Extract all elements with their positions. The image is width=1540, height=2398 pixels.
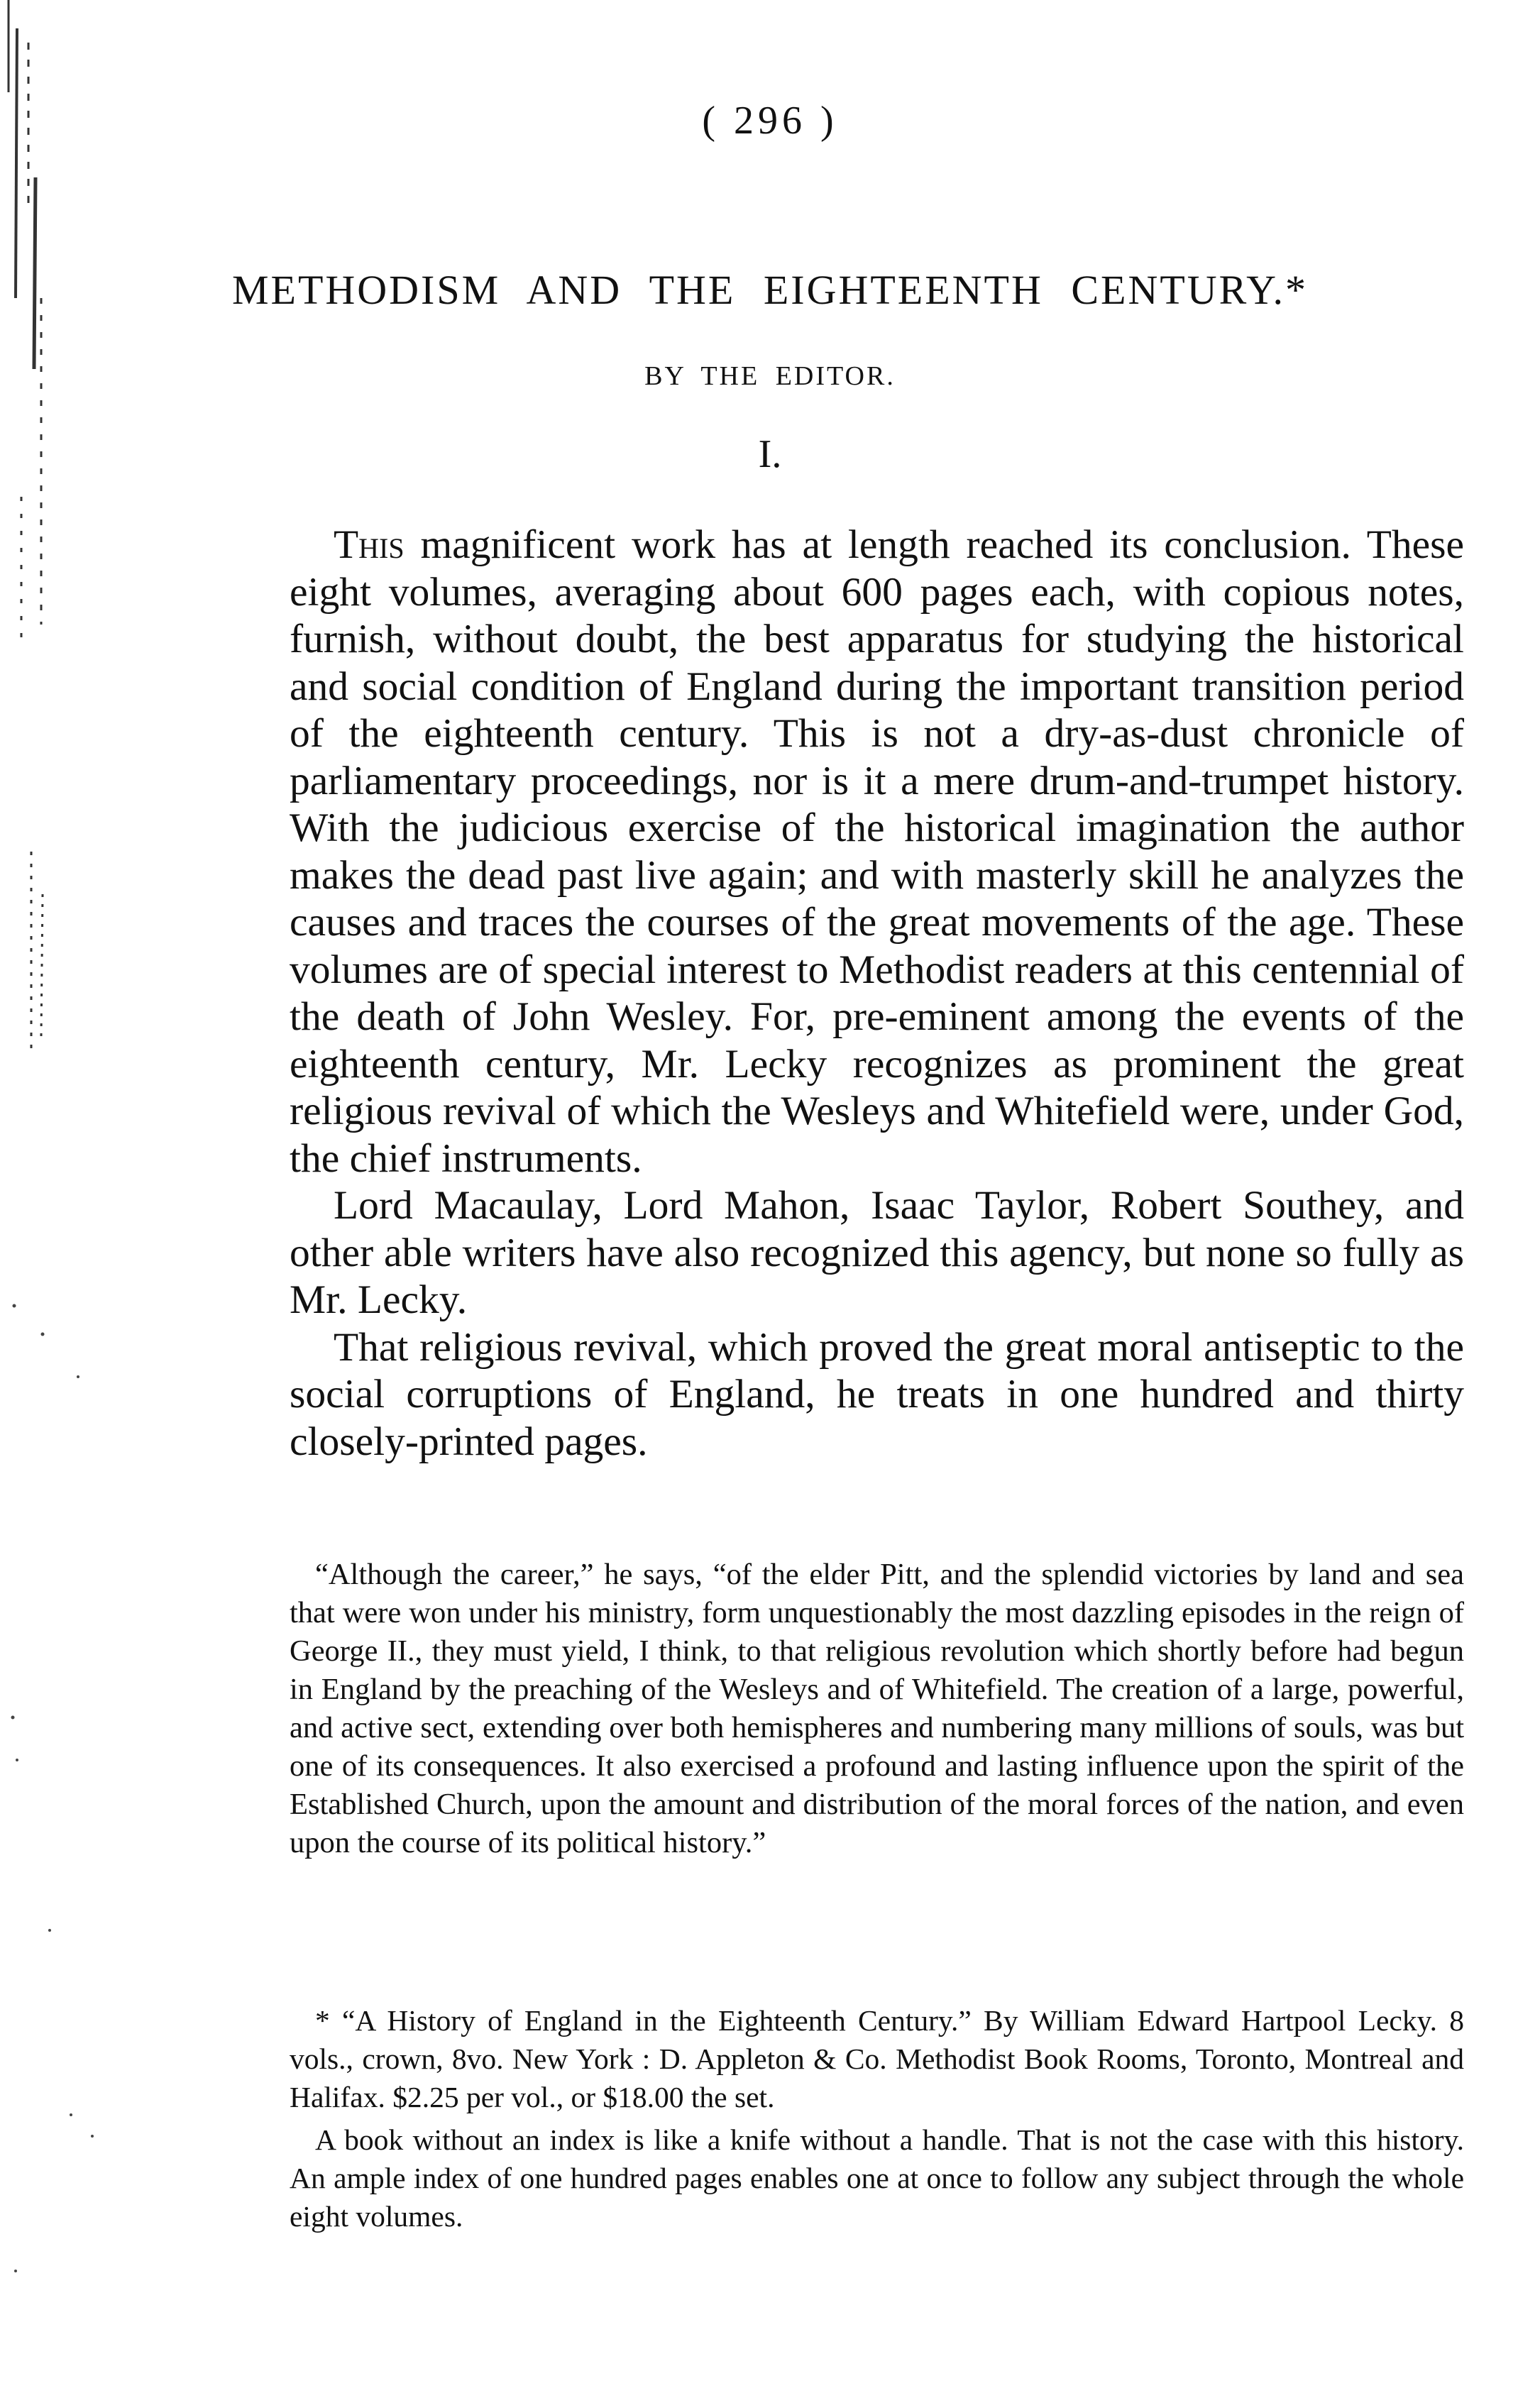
footnotes	[290, 2001, 1464, 2235]
body-paragraph: That religious revival, which proved the great moral antiseptic to the social corruptions of England, he treats in one hundred and thirty closely-printed pages.	[290, 1324, 1464, 1464]
page-number: ( 296 )	[702, 99, 838, 143]
body-paragraph	[290, 522, 1464, 1182]
quote-paragraph: “Although the career,” he says, “of the elder Pitt, and the splendid victories by land and sea that were won under his ministry, form unquestionably the most dazzling episodes in the reign of George II., they must yield, I think, to that religious revolution which shortly before had begun in England by the preaching of the Wesleys and of Whitefield. The creation of a large, powerful, and active sect, extending over both hemispheres and numbering many millions of souls, was but one of its consequences. It also exercised a profound and lasting influence upon the spirit of the Established Church, upon the amount and distribution of the moral forces of the nation, and even upon the course of its political history.”	[290, 1558, 1464, 1859]
scan-margin-specks	[0, 0, 106, 2398]
footnote-citation: * “A History of England in the Eighteenth Century.” By William Edward Hartpool Lecky. 8 vols., crown, 8vo. New York : D. Appleton & Co. Methodist Book Rooms, Toronto, Montreal and Halifax. $2.25 per vol., or $18.00 the set.	[290, 2004, 1464, 2113]
body-paragraph: Lord Macaulay, Lord Mahon, Isaac Taylor, Robert Southey, and other able writers have also recognized this agency, but none so fully as Mr. Lecky.	[290, 1183, 1464, 1322]
drop-word: This	[334, 522, 405, 567]
article-body	[290, 522, 1464, 1465]
paragraph-text: magnificent work has at length reached its conclusion. These eight volumes, averaging about 600 pages each, with copious notes, furnish, without doubt, the best apparatus for studying the historical and social condition of England during the important transition period of the eighteenth century. This is not a dry-as-dust chronicle of parliamentary proceedings, nor is it a mere drum-and-trumpet history. With the judicious exercise of the historical imagination the author makes the dead past live again; and with masterly skill he analyzes the causes and traces the courses of the great movements of the age. These volumes are of special interest to Methodist readers at this centennial of the death of John Wesley. For, pre-eminent among the events of the eighteenth century, Mr. Lecky recognizes as prominent the great religious revival of which the Wesleys and Whitefield were, under God, the chief instruments.	[290, 522, 1464, 1181]
section-numeral: I.	[758, 432, 782, 476]
article-byline: BY THE EDITOR.	[644, 361, 896, 391]
article-title: METHODISM AND THE EIGHTEENTH CENTURY.*	[231, 267, 1309, 313]
block-quotation	[290, 1556, 1464, 1862]
footnote-remark: A book without an index is like a knife without a handle. That is not the case with this history. An ample index of one hundred pages enables one at once to follow any subject through the whole eight volumes.	[290, 2123, 1464, 2233]
